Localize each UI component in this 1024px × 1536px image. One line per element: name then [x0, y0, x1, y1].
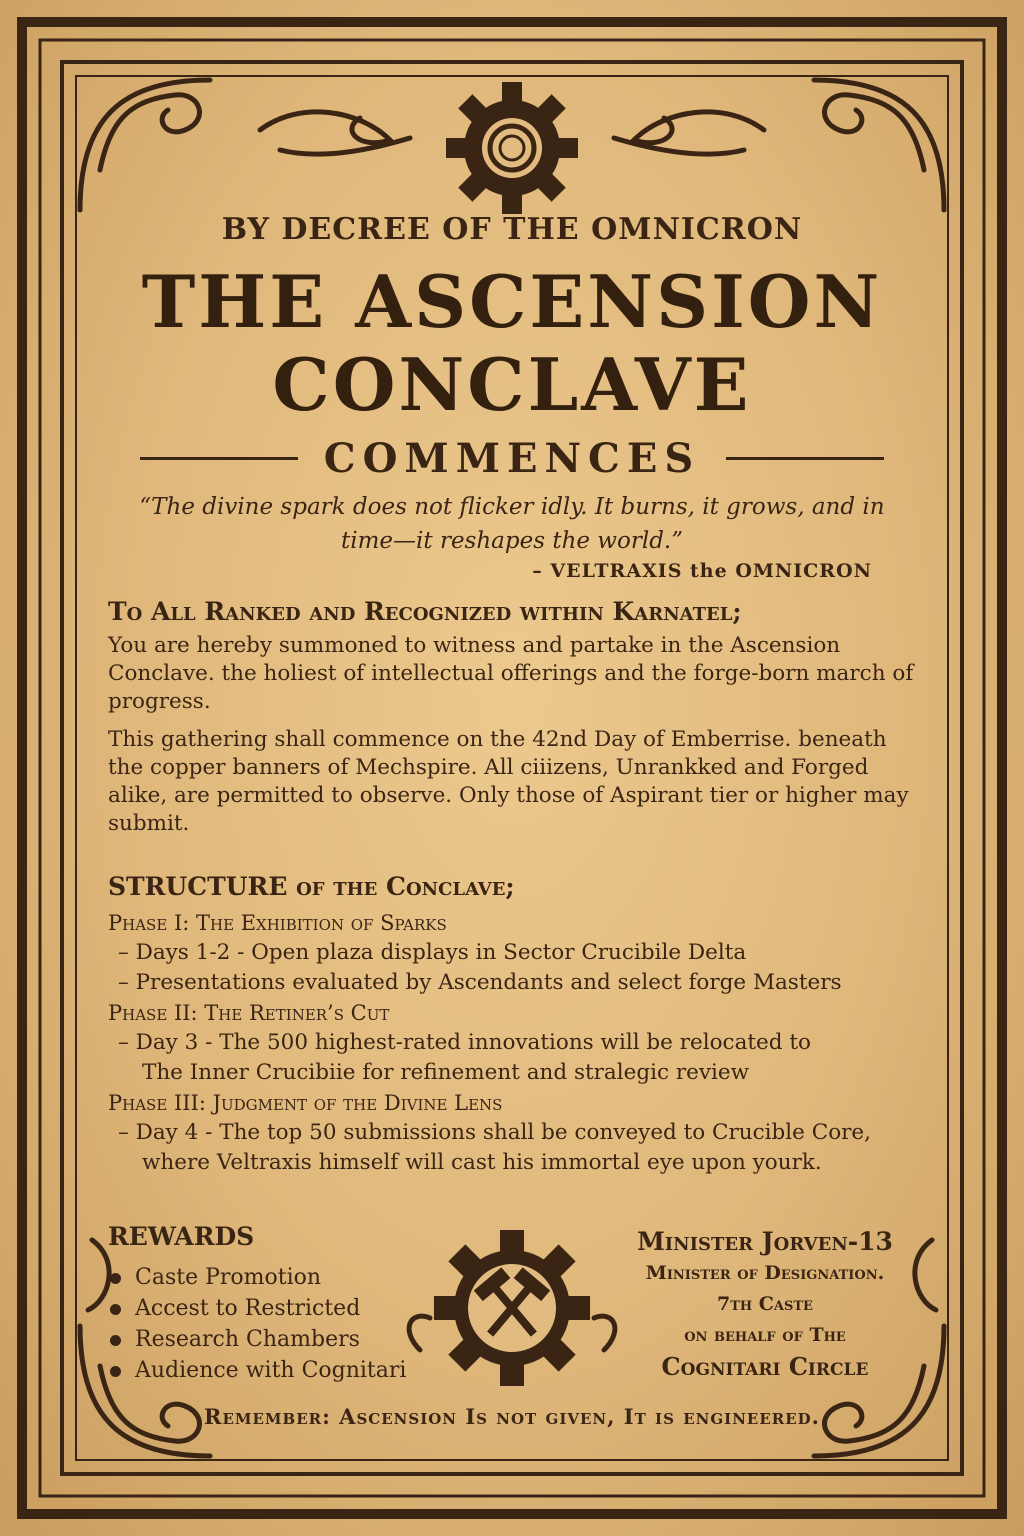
phase-3-title: Phase III: Judgment of the Divine Lens — [108, 1091, 503, 1115]
reward-item: Caste Promotion — [110, 1262, 406, 1293]
title-line-1: THE ASCENSION — [141, 259, 883, 344]
rewards-list — [110, 1262, 406, 1386]
phase-2-line-2: The Inner Crucibiie for refinement and stralegic review — [142, 1060, 749, 1085]
gear-hammers-icon — [432, 1228, 592, 1388]
structure-section — [108, 872, 920, 1178]
address-heading: To All Ranked and Recognized within Karnatel; — [108, 597, 742, 626]
footer-motto: Remember: Ascension Is not given, It is engineered. — [204, 1404, 820, 1429]
phase-2-line-1: – Day 3 - The 500 highest-rated innovations will be relocated to — [118, 1030, 811, 1055]
phase-1-line-1: – Days 1-2 - Open plaza displays in Sector Crucibile Delta — [118, 940, 747, 965]
address-section — [108, 598, 920, 838]
minister-name: Minister Jorven-13 — [637, 1227, 893, 1256]
minister-role: Minister of Designation. — [645, 1262, 885, 1284]
quote-attribution: – VELTRAXIS the OMNICRON — [532, 560, 872, 582]
address-paragraph-2: This gathering shall commence on the 42nd Day of Emberrise. beneath the copper banners of Mechspire. All ciiizens, Unrankked and Forged alike, are permitted to observe. Only those of Aspirant tier or higher may submit. — [108, 727, 909, 836]
gear-icon — [442, 78, 582, 218]
right-rule — [726, 457, 884, 460]
phase-3-line-2: where Veltraxis himself will cast his immortal eye upon yourk. — [142, 1150, 822, 1175]
bullet-icon — [110, 1366, 121, 1377]
phase-3-line-1: – Day 4 - The top 50 submissions shall be conveyed to Crucible Core, — [118, 1120, 871, 1145]
quote-text: “The divine spark does not flicker idly. It burns, it grows, and in time—it reshapes the world.” — [139, 494, 885, 554]
bullet-icon — [110, 1335, 121, 1346]
minister-caste: 7th Caste — [717, 1293, 813, 1315]
structure-heading: STRUCTURE of the Conclave; — [108, 872, 515, 901]
title-line-2: CONCLAVE — [272, 342, 752, 427]
reward-item: Research Chambers — [110, 1324, 406, 1355]
subtitle-row — [140, 430, 884, 486]
address-paragraph-1: You are hereby summoned to witness and partake in the Ascension Conclave. the holiest of intellectual offerings and the forge-born march of progress. — [108, 633, 914, 714]
rewards-title: REWARDS — [108, 1222, 255, 1251]
phase-1-title: Phase I: The Exhibition of Sparks — [108, 911, 447, 935]
signature-block — [600, 1226, 930, 1383]
subtitle: COMMENCES — [323, 434, 701, 482]
minister-behalf: on behalf of The — [684, 1324, 846, 1346]
decree-line: BY DECREE OF THE OMNICRON — [221, 212, 803, 247]
minister-circle: Cognitari Circle — [661, 1352, 869, 1381]
reward-item: Accest to Restricted — [110, 1293, 406, 1324]
reward-item: Audience with Cognitari — [110, 1355, 406, 1386]
bullet-icon — [110, 1304, 121, 1315]
bullet-icon — [110, 1273, 121, 1284]
phase-2-title: Phase II: The Retiner’s Cut — [108, 1001, 390, 1025]
left-rule — [140, 457, 298, 460]
phase-1-line-2: – Presentations evaluated by Ascendants and select forge Masters — [118, 970, 842, 995]
